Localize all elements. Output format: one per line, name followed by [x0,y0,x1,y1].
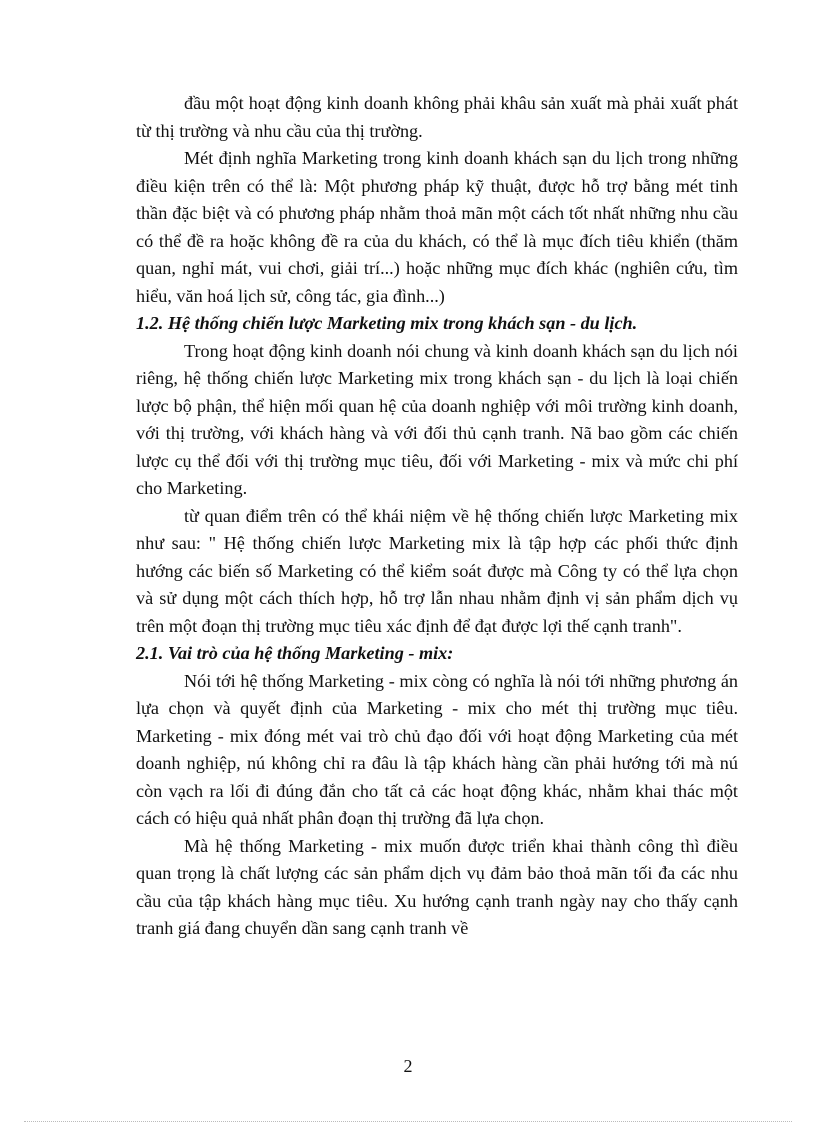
paragraph-1: đầu một hoạt động kinh doanh không phải khâu sản xuất mà phải xuất phát từ thị trường và nhu cầu của thị trường. [136,93,738,141]
paragraph-3: Trong hoạt động kinh doanh nói chung và kinh doanh khách sạn du lịch nói riêng, hệ thống chiến lược Marketing mix trong khách sạn - du lịch là loại chiến lược bộ phận, thể hiện mối quan hệ của doanh nghiệp với môi trường kinh doanh, với thị trường, với khách hàng và với đối thủ cạnh tranh. Nã bao gồm các chiến lược cụ thể đối với thị trường mục tiêu, đối với Marketing - mix và mức chi phí cho Marketing. [136,340,738,498]
paragraph-2: Mét định nghĩa Marketing trong kinh doanh khách sạn du lịch trong những điều kiện trên có thể là: Một phương pháp kỹ thuật, được hỗ trợ bằng mét tinh thần đặc biệt và có phương pháp nhằm thoả mãn một cách tốt nhất những nhu cầu có thể đề ra hoặc không đề ra của du khách, có thể là mục đích tiêu khiển (thăm quan, nghỉ mát, vui chơi, giải trí...) hoặc những mục đích khác (nghiên cứu, tìm hiểu, văn hoá lịch sử, công tác, gia đình...) [136,148,738,306]
section-heading-1-2: 1.2. Hệ thống chiến lược Marketing mix trong khách sạn - du lịch. [136,313,638,333]
document-page [136,90,738,943]
section-heading-2-1: 2.1. Vai trò của hệ thống Marketing - mix: [136,643,454,663]
paragraph-4: từ quan điểm trên có thể khái niệm về hệ thống chiến lược Marketing mix như sau: " Hệ thống chiến lược Marketing mix là tập hợp các phối thức định hướng các biến số Marketing có thể kiểm soát được mà Công ty có thể lựa chọn và sử dụng một cách thích hợp, hỗ trợ lẫn nhau nhằm định vị sản phẩm dịch vụ trên một đoạn thị trường mục tiêu xác định để đạt được lợi thế cạnh tranh". [136,505,738,636]
page-number: 2 [403,1056,413,1076]
page-bottom-rule [24,1121,792,1122]
paragraph-5: Nói tới hệ thống Marketing - mix còng có nghĩa là nói tới những phương án lựa chọn và quyết định của Marketing - mix cho mét thị trường mục tiêu. Marketing - mix đóng mét vai trò chủ đạo đối với hoạt động Marketing của mét doanh nghiệp, nú không chỉ ra đâu là tập khách hàng cần phải hướng tới mà nú còn vạch ra lối đi đúng đắn cho tất cả các hoạt động khác, nhằm khai thác một cách có hiệu quả nhất phân đoạn thị trường đã lựa chọn. [136,670,738,828]
paragraph-6: Mà hệ thống Marketing - mix muốn được triển khai thành công thì điều quan trọng là chất lượng các sản phẩm dịch vụ đảm bảo thoả mãn tối đa các nhu cầu của tập khách hàng mục tiêu. Xu hướng cạnh tranh ngày nay cho thấy cạnh tranh giá đang chuyển dần sang cạnh tranh về [136,835,738,938]
